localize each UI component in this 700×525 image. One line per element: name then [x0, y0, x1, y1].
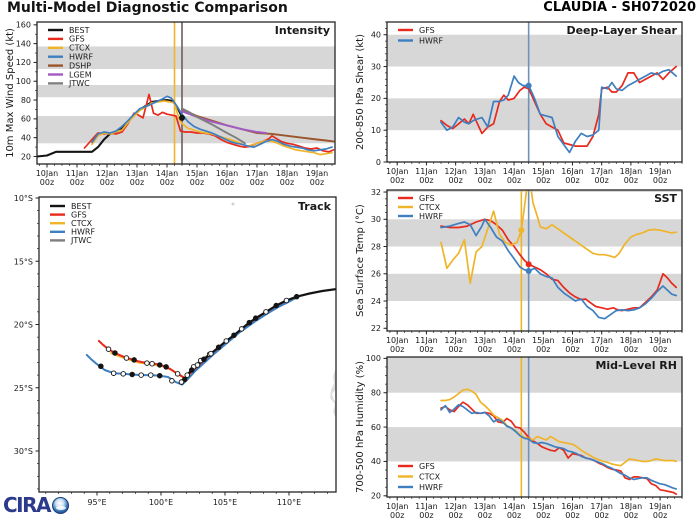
map-speck — [232, 203, 235, 206]
svg-text:15Jan: 15Jan — [532, 167, 555, 176]
shear-chart — [355, 22, 682, 185]
cira-globe-icon — [52, 497, 69, 514]
svg-text:18Jan: 18Jan — [619, 502, 643, 511]
figure-title: Multi-Model Diagnostic Comparison — [7, 0, 288, 16]
track-position-marker — [124, 356, 129, 361]
svg-text:14Jan: 14Jan — [155, 169, 179, 178]
svg-text:JTWC: JTWC — [69, 79, 90, 89]
svg-text:40: 40 — [20, 133, 31, 143]
track-position-marker — [164, 365, 169, 370]
svg-text:HWRF: HWRF — [419, 211, 444, 221]
track-position-marker — [202, 357, 207, 362]
track-position-marker — [209, 351, 214, 356]
track-position-marker — [150, 361, 155, 366]
svg-text:00z: 00z — [594, 176, 609, 185]
svg-text:12Jan: 12Jan — [95, 169, 119, 178]
svg-text:10Jan: 10Jan — [385, 336, 409, 345]
svg-text:18Jan: 18Jan — [275, 169, 299, 178]
track-position-marker — [216, 345, 221, 350]
track-position-marker — [185, 373, 190, 378]
svg-text:GFS: GFS — [419, 193, 435, 203]
track-position-marker — [145, 361, 150, 366]
svg-text:11Jan: 11Jan — [415, 502, 438, 511]
svg-text:18Jan: 18Jan — [619, 336, 643, 345]
svg-text:00z: 00z — [419, 176, 434, 185]
track-position-marker — [157, 363, 162, 368]
svg-text:HWRF: HWRF — [71, 227, 96, 237]
track-series-best — [182, 289, 337, 382]
svg-text:19Jan: 19Jan — [305, 169, 329, 178]
svg-text:14Jan: 14Jan — [502, 167, 526, 176]
svg-text:HWRF: HWRF — [69, 52, 94, 62]
storm-id-title: CLAUDIA - SH072020 — [543, 0, 696, 15]
shear-y-axis-label: 200-850 hPa Shear (kt) — [355, 34, 366, 150]
svg-text:20°S: 20°S — [13, 320, 33, 330]
svg-text:24: 24 — [370, 296, 381, 306]
track-position-marker — [148, 373, 153, 378]
sst-marker-dot — [526, 261, 532, 267]
svg-text:00z: 00z — [623, 176, 639, 185]
svg-text:17Jan: 17Jan — [590, 336, 613, 345]
svg-text:15Jan: 15Jan — [185, 169, 209, 178]
svg-text:16Jan: 16Jan — [561, 336, 584, 345]
svg-text:120: 120 — [15, 58, 31, 68]
track-position-marker — [99, 364, 104, 369]
svg-text:95°E: 95°E — [87, 498, 107, 507]
track-position-marker — [121, 372, 126, 377]
svg-text:00z: 00z — [390, 345, 405, 354]
svg-text:HWRF: HWRF — [419, 36, 444, 46]
svg-text:18Jan: 18Jan — [619, 167, 643, 176]
track-position-marker — [247, 320, 252, 325]
svg-text:17Jan: 17Jan — [590, 502, 613, 511]
svg-text:100°E: 100°E — [148, 498, 174, 507]
svg-text:0: 0 — [375, 157, 381, 167]
svg-text:16Jan: 16Jan — [561, 167, 584, 176]
track-position-marker — [195, 363, 200, 368]
svg-text:LGEM: LGEM — [69, 70, 92, 80]
track-position-marker — [239, 327, 244, 332]
svg-text:00z: 00z — [506, 176, 522, 185]
track-position-marker — [189, 368, 194, 373]
svg-text:100: 100 — [15, 77, 31, 87]
track-legend — [50, 202, 95, 245]
rh-legend — [398, 462, 443, 492]
svg-text:60: 60 — [370, 422, 381, 432]
svg-text:16Jan: 16Jan — [561, 502, 584, 511]
svg-text:00z: 00z — [390, 176, 405, 185]
svg-text:00z: 00z — [536, 176, 551, 185]
svg-text:00z: 00z — [594, 511, 609, 520]
svg-text:00z: 00z — [249, 178, 265, 187]
svg-text:00z: 00z — [477, 176, 493, 185]
svg-text:19Jan: 19Jan — [648, 502, 672, 511]
svg-text:00z: 00z — [448, 511, 463, 520]
svg-text:00z: 00z — [506, 511, 522, 520]
svg-text:30: 30 — [370, 62, 381, 72]
svg-text:HWRF: HWRF — [419, 482, 444, 492]
track-position-marker — [274, 303, 279, 308]
svg-text:11Jan: 11Jan — [65, 169, 89, 178]
svg-text:00z: 00z — [189, 178, 205, 187]
svg-text:00z: 00z — [623, 511, 639, 520]
svg-text:15Jan: 15Jan — [532, 502, 555, 511]
rh-panel-title: Mid-Level RH — [595, 359, 677, 372]
svg-text:CTCX: CTCX — [419, 202, 441, 212]
cira-logo-text: CIRA — [3, 493, 50, 517]
svg-text:30: 30 — [370, 215, 381, 225]
svg-text:15Jan: 15Jan — [532, 336, 555, 345]
cira-logo — [3, 495, 69, 515]
intensity-y-axis-label: 10m Max Wind Speed (kt) — [5, 28, 16, 158]
svg-text:CTCX: CTCX — [71, 219, 93, 228]
svg-text:00z: 00z — [448, 176, 463, 185]
track-position-marker — [170, 378, 175, 383]
svg-text:00z: 00z — [623, 345, 639, 354]
svg-text:26: 26 — [370, 269, 381, 279]
svg-text:19Jan: 19Jan — [648, 336, 672, 345]
rh-threshold-bands — [387, 357, 682, 461]
svg-text:00z: 00z — [419, 511, 434, 520]
svg-text:13Jan: 13Jan — [125, 169, 149, 178]
svg-text:25°S: 25°S — [13, 383, 33, 393]
svg-text:30°S: 30°S — [13, 447, 33, 456]
svg-text:DSHP: DSHP — [69, 61, 92, 71]
svg-text:BEST: BEST — [69, 25, 90, 35]
svg-text:10Jan: 10Jan — [385, 502, 409, 511]
svg-text:00z: 00z — [565, 345, 580, 354]
svg-text:13Jan: 13Jan — [473, 336, 497, 345]
sst-panel-title: SST — [654, 192, 677, 205]
svg-text:00z: 00z — [309, 178, 325, 187]
svg-text:00z: 00z — [652, 176, 668, 185]
svg-text:60: 60 — [20, 114, 31, 124]
intensity-legend — [48, 26, 93, 88]
svg-text:00z: 00z — [652, 345, 668, 354]
svg-text:110°E: 110°E — [276, 498, 302, 507]
svg-text:14Jan: 14Jan — [502, 336, 526, 345]
track-position-marker — [232, 333, 237, 338]
track-position-marker — [111, 371, 116, 376]
svg-text:00z: 00z — [506, 345, 522, 354]
svg-text:00z: 00z — [390, 511, 405, 520]
track-position-marker — [130, 372, 135, 377]
svg-text:20: 20 — [370, 491, 381, 501]
svg-text:11Jan: 11Jan — [415, 336, 438, 345]
svg-text:00z: 00z — [477, 511, 493, 520]
track-chart — [14, 194, 341, 507]
track-position-marker — [132, 358, 137, 363]
svg-text:00z: 00z — [159, 178, 175, 187]
svg-text:00z: 00z — [536, 345, 551, 354]
track-position-marker — [179, 380, 184, 385]
svg-text:GFS: GFS — [71, 210, 87, 220]
track-position-marker — [253, 316, 258, 321]
svg-text:11Jan: 11Jan — [415, 167, 438, 176]
intensity-panel-title: Intensity — [274, 24, 330, 37]
svg-text:10°S: 10°S — [13, 194, 33, 203]
svg-text:100: 100 — [365, 354, 381, 364]
svg-text:13Jan: 13Jan — [473, 167, 497, 176]
sst-legend — [398, 194, 443, 221]
track-panel-title: Track — [298, 200, 331, 213]
svg-text:40: 40 — [370, 457, 381, 467]
svg-text:GFS: GFS — [419, 461, 435, 471]
svg-text:15°S: 15°S — [13, 257, 33, 267]
sst-y-axis-label: Sea Surface Temp (°C) — [355, 204, 366, 317]
svg-text:00z: 00z — [565, 511, 580, 520]
svg-text:40: 40 — [370, 30, 381, 40]
sst-marker-dot — [526, 268, 532, 274]
svg-text:CTCX: CTCX — [69, 43, 91, 53]
svg-text:28: 28 — [370, 242, 381, 252]
track-position-marker — [106, 347, 111, 352]
svg-text:GFS: GFS — [69, 34, 85, 44]
track-position-marker — [157, 373, 162, 378]
svg-text:80: 80 — [370, 388, 381, 398]
track-position-marker — [284, 298, 289, 303]
svg-text:13Jan: 13Jan — [473, 502, 497, 511]
rh-y-axis-label: 700-500 hPa Humidity (%) — [355, 360, 366, 494]
svg-text:22: 22 — [370, 324, 381, 334]
svg-text:16Jan: 16Jan — [215, 169, 239, 178]
rh-chart — [355, 354, 682, 520]
svg-text:20: 20 — [370, 94, 381, 104]
svg-text:17Jan: 17Jan — [590, 167, 613, 176]
intensity-chart — [5, 21, 335, 187]
svg-text:140: 140 — [15, 39, 31, 49]
svg-text:14Jan: 14Jan — [502, 502, 526, 511]
svg-text:00z: 00z — [448, 345, 463, 354]
svg-text:00z: 00z — [419, 345, 434, 354]
track-position-marker — [294, 294, 299, 299]
svg-text:20: 20 — [20, 152, 31, 162]
svg-text:80: 80 — [20, 95, 31, 105]
svg-text:105°E: 105°E — [212, 498, 238, 507]
shear-threshold-bands — [387, 35, 682, 130]
svg-text:JTWC: JTWC — [71, 236, 92, 246]
svg-text:19Jan: 19Jan — [648, 167, 672, 176]
svg-text:00z: 00z — [594, 345, 609, 354]
sst-chart — [355, 172, 682, 354]
track-position-marker — [224, 339, 229, 344]
svg-text:12Jan: 12Jan — [444, 336, 467, 345]
svg-text:12Jan: 12Jan — [444, 167, 467, 176]
svg-text:00z: 00z — [652, 511, 668, 520]
svg-text:00z: 00z — [39, 178, 55, 187]
svg-text:10Jan: 10Jan — [35, 169, 59, 178]
track-position-marker — [175, 372, 180, 377]
svg-text:00z: 00z — [129, 178, 145, 187]
svg-text:160: 160 — [15, 20, 31, 30]
svg-text:12Jan: 12Jan — [444, 502, 467, 511]
svg-text:00z: 00z — [99, 178, 115, 187]
svg-text:00z: 00z — [69, 178, 85, 187]
track-position-marker — [264, 310, 269, 315]
svg-text:00z: 00z — [536, 511, 551, 520]
svg-text:10: 10 — [370, 125, 381, 135]
svg-text:10Jan: 10Jan — [385, 167, 409, 176]
svg-text:00z: 00z — [219, 178, 235, 187]
track-position-marker — [113, 351, 118, 356]
svg-text:00z: 00z — [565, 176, 580, 185]
track-position-marker — [139, 373, 144, 378]
svg-text:00z: 00z — [279, 178, 295, 187]
svg-text:00z: 00z — [477, 345, 493, 354]
sst-marker-dot — [518, 227, 524, 233]
svg-text:BEST: BEST — [71, 201, 92, 211]
svg-text:GFS: GFS — [419, 25, 435, 35]
svg-text:32: 32 — [370, 187, 381, 197]
shear-marker-dot — [526, 83, 532, 89]
intensity-marker-dot — [179, 115, 185, 121]
svg-text:17Jan: 17Jan — [245, 169, 269, 178]
shear-panel-title: Deep-Layer Shear — [566, 24, 677, 37]
svg-text:CTCX: CTCX — [419, 472, 441, 482]
